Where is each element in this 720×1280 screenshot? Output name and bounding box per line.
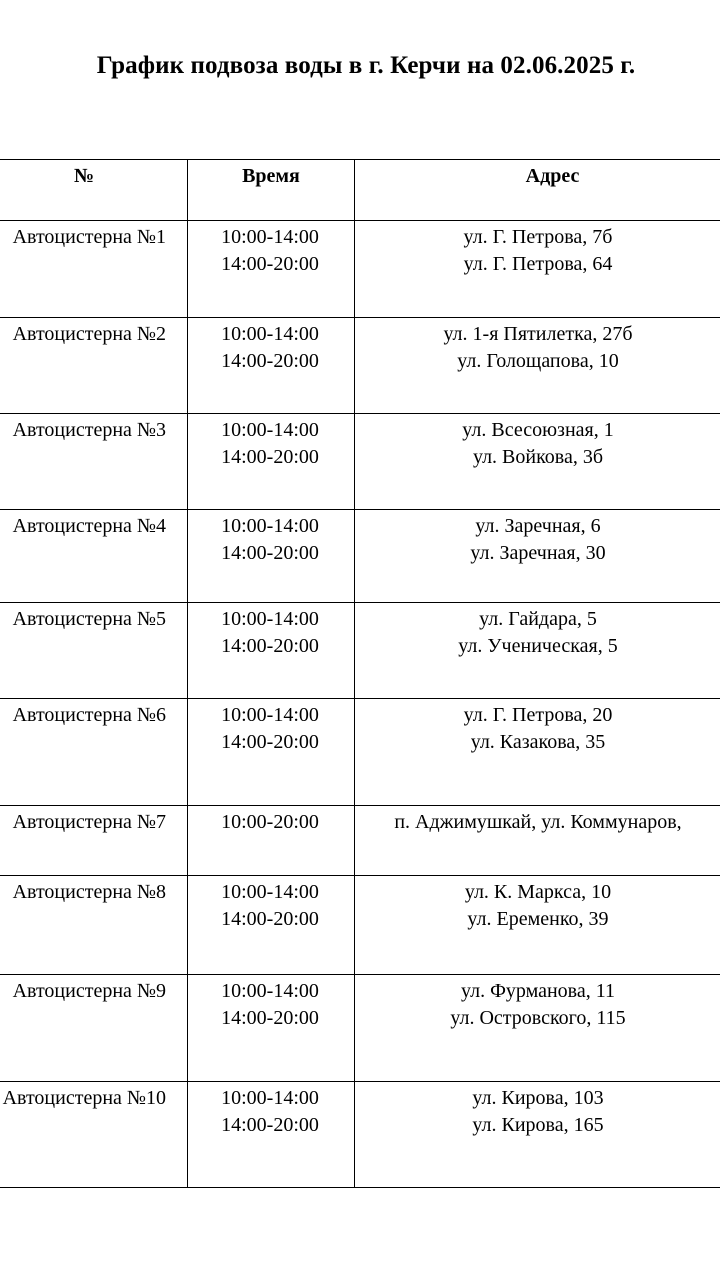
address-line: ул. Г. Петрова, 20: [463, 704, 613, 726]
address-line: ул. Фурманова, 11: [460, 980, 615, 1002]
time-cell: [188, 510, 355, 603]
tanker-label: Автоцистерна №4: [12, 515, 166, 537]
table-row: [0, 806, 720, 876]
address-line: ул. Островского, 115: [450, 1007, 626, 1029]
address-cell: [355, 1082, 720, 1188]
tanker-label: Автоцистерна №8: [12, 881, 166, 903]
address-cell: [355, 699, 720, 806]
time-slot: 10:00-14:00: [221, 704, 319, 726]
address-cell: [355, 975, 720, 1082]
address-cell: [355, 414, 720, 510]
address-line: ул. Кирова, 103: [472, 1087, 604, 1109]
address-line: ул. Голощапова, 10: [457, 350, 619, 372]
address-line: ул. К. Маркса, 10: [464, 881, 612, 903]
column-header-number: №: [0, 160, 188, 221]
time-slot: 10:00-14:00: [221, 323, 319, 345]
address-line: ул. Всесоюзная, 1: [462, 419, 614, 441]
time-cell: [188, 806, 355, 876]
time-slot: 14:00-20:00: [221, 350, 319, 372]
time-cell: [188, 699, 355, 806]
time-cell: [188, 975, 355, 1082]
time-slot: 10:00-14:00: [221, 881, 319, 903]
time-slot: 14:00-20:00: [221, 635, 319, 657]
tanker-label: Автоцистерна №3: [12, 419, 166, 441]
address-line: ул. Кирова, 165: [472, 1114, 604, 1136]
address-line: ул. Г. Петрова, 64: [463, 253, 613, 275]
table-row: [0, 318, 720, 414]
address-line: ул. Гайдара, 5: [479, 608, 597, 630]
time-cell: [188, 876, 355, 975]
tanker-label: Автоцистерна №6: [12, 704, 166, 726]
tanker-label: Автоцистерна №9: [12, 980, 166, 1002]
time-slot: 10:00-20:00: [221, 811, 319, 833]
tanker-label: Автоцистерна №7: [12, 811, 166, 833]
time-cell: [188, 221, 355, 318]
table-row: [0, 510, 720, 603]
address-cell: [355, 603, 720, 699]
time-slot: 10:00-14:00: [221, 980, 319, 1002]
address-cell: [355, 318, 720, 414]
tanker-cell: [0, 318, 188, 414]
time-slot: 14:00-20:00: [221, 908, 319, 930]
address-cell: [355, 876, 720, 975]
time-slot: 14:00-20:00: [221, 1114, 319, 1136]
address-line: ул. Г. Петрова, 7б: [463, 226, 613, 248]
address-line: ул. 1-я Пятилетка, 27б: [443, 323, 633, 345]
table-header-row: [0, 160, 720, 221]
tanker-cell: [0, 1082, 188, 1188]
time-slot: 14:00-20:00: [221, 253, 319, 275]
address-line: ул. Заречная, 6: [475, 515, 601, 537]
table-row: [0, 221, 720, 318]
tanker-cell: [0, 975, 188, 1082]
time-slot: 14:00-20:00: [221, 731, 319, 753]
address-line: п. Аджимушкай, ул. Коммунаров,: [394, 811, 682, 833]
address-line: ул. Казакова, 35: [470, 731, 606, 753]
table-row: [0, 975, 720, 1082]
table-row: [0, 603, 720, 699]
table-row: [0, 414, 720, 510]
water-schedule-table: [0, 159, 720, 1188]
time-slot: 14:00-20:00: [221, 542, 319, 564]
tanker-cell: [0, 414, 188, 510]
time-slot: 10:00-14:00: [221, 419, 319, 441]
time-slot: 10:00-14:00: [221, 226, 319, 248]
time-cell: [188, 1082, 355, 1188]
time-cell: [188, 318, 355, 414]
tanker-cell: [0, 221, 188, 318]
table-row: [0, 699, 720, 806]
time-cell: [188, 414, 355, 510]
tanker-cell: [0, 603, 188, 699]
table-body: [0, 221, 720, 1188]
time-slot: 14:00-20:00: [221, 1007, 319, 1029]
tanker-cell: [0, 876, 188, 975]
tanker-cell: [0, 699, 188, 806]
address-line: ул. Ученическая, 5: [458, 635, 618, 657]
time-slot: 10:00-14:00: [221, 1087, 319, 1109]
table-row: [0, 876, 720, 975]
address-cell: [355, 806, 720, 876]
tanker-cell: [0, 510, 188, 603]
table-row: [0, 1082, 720, 1188]
tanker-label: Автоцистерна №2: [12, 323, 166, 345]
tanker-cell: [0, 806, 188, 876]
time-slot: 14:00-20:00: [221, 446, 319, 468]
address-cell: [355, 221, 720, 318]
address-line: ул. Еременко, 39: [467, 908, 609, 930]
tanker-label: Автоцистерна №1: [12, 226, 166, 248]
column-header-address: Адрес: [355, 160, 720, 221]
tanker-label: Автоцистерна №5: [12, 608, 166, 630]
time-slot: 10:00-14:00: [221, 515, 319, 537]
time-cell: [188, 603, 355, 699]
tanker-label: Автоцистерна №10: [2, 1087, 166, 1109]
time-slot: 10:00-14:00: [221, 608, 319, 630]
address-line: ул. Заречная, 30: [470, 542, 606, 564]
address-line: ул. Войкова, 3б: [472, 446, 604, 468]
page-title: График подвоза воды в г. Керчи на 02.06.2025 г.: [96, 52, 636, 79]
column-header-time: Время: [188, 160, 355, 221]
address-cell: [355, 510, 720, 603]
